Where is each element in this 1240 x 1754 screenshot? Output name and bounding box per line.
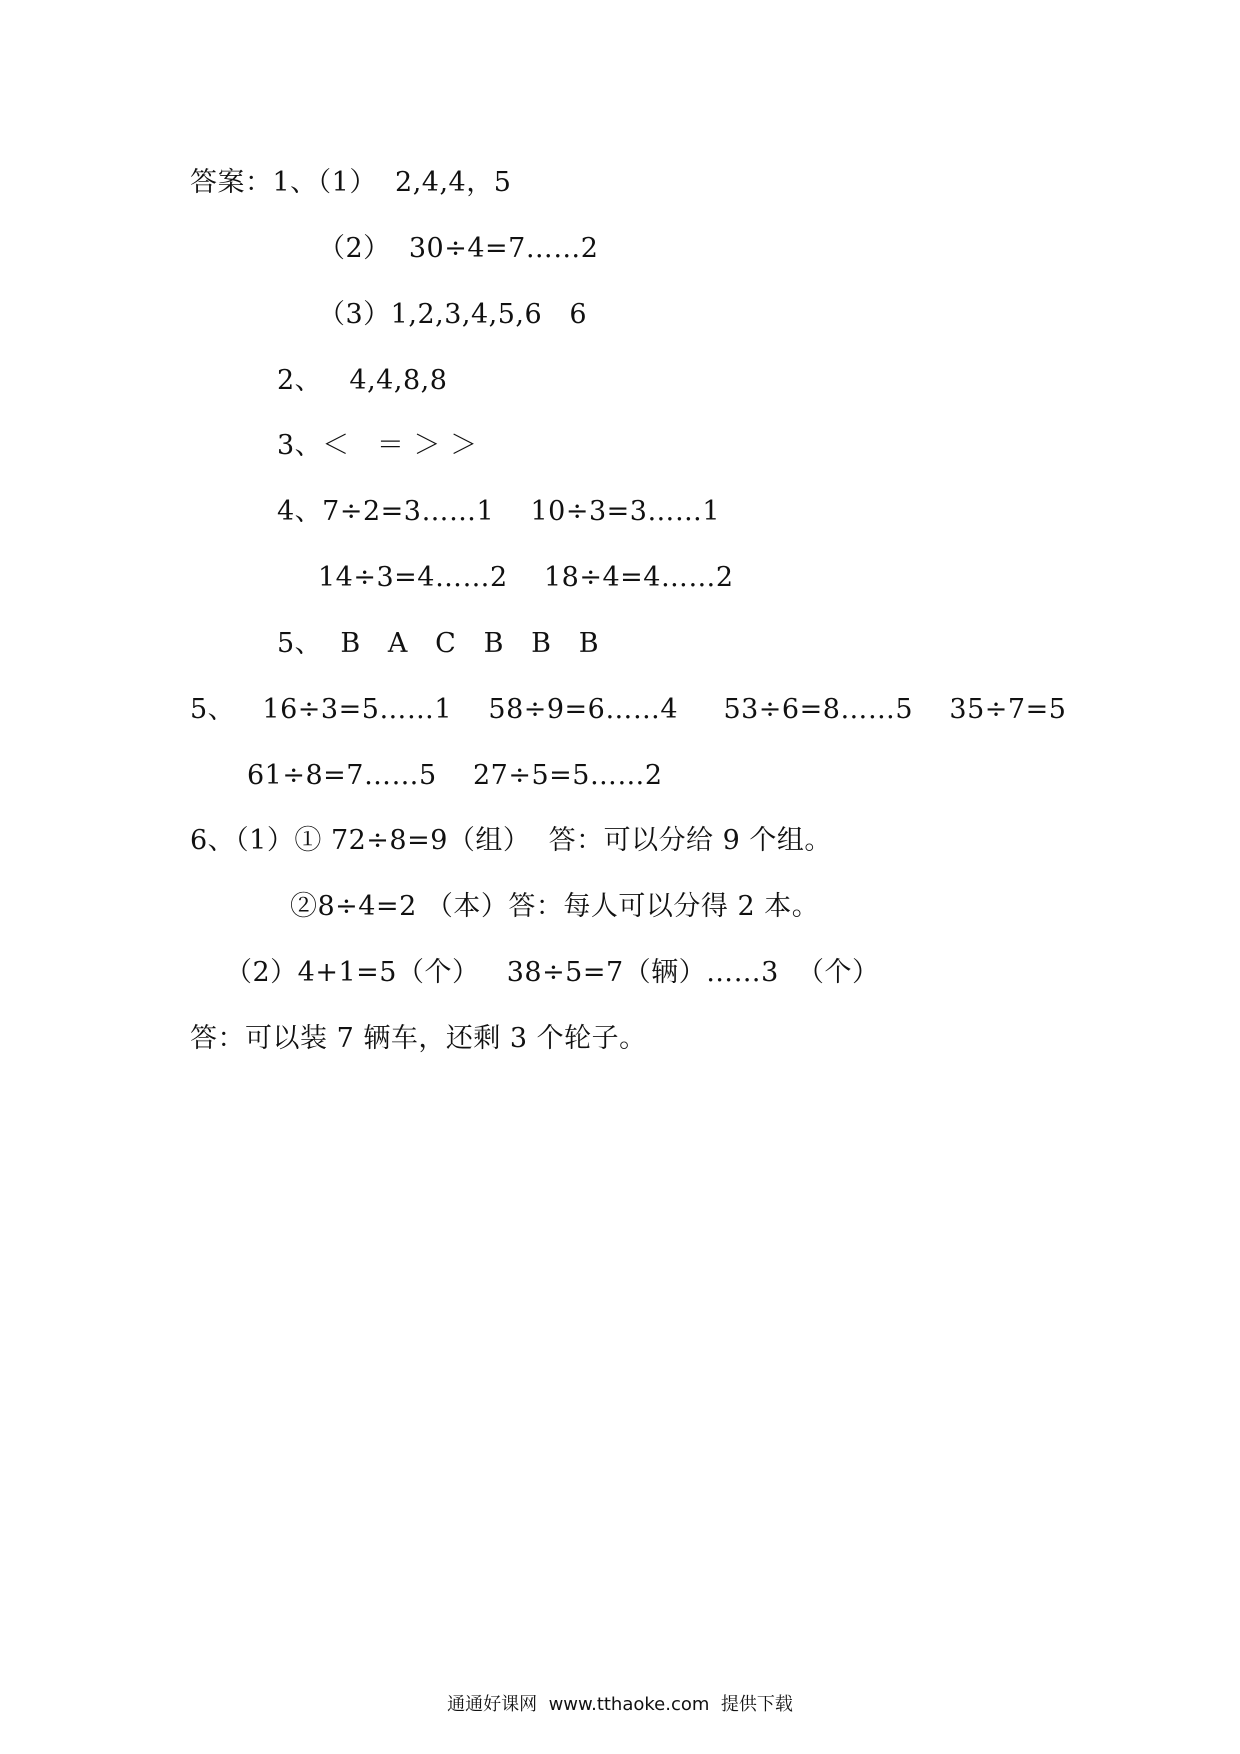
footer-credit: 通通好课网 www.tthaoke.com 提供下载 xyxy=(447,1694,793,1715)
answer-line-6: 4、7÷2=3……1 10÷3=3……1 xyxy=(277,496,721,527)
answer-line-3: （3）1,2,3,4,5,6 6 xyxy=(318,299,588,330)
answer-line-4: 2、 4,4,8,8 xyxy=(277,365,448,396)
answer-line-11: 6、（1）① 72÷8=9（组） 答：可以分给 9 个组。 xyxy=(190,825,832,856)
answer-line-5: 3、＜ ＝ ＞ ＞ xyxy=(277,430,478,461)
answer-line-13: （2）4+1=5（个） 38÷5=7（辆）……3 （个） xyxy=(225,957,880,988)
answer-line-10: 61÷8=7……5 27÷5=5……2 xyxy=(247,760,663,791)
answer-line-8: 5、 B A C B B B xyxy=(277,628,600,659)
answer-line-1: 答案：1、（1） 2,4,4，5 xyxy=(190,167,512,198)
answer-line-9: 5、 16÷3=5……1 58÷9=6……4 53÷6=8……5 35÷7=5 xyxy=(190,694,1067,725)
answer-line-2: （2） 30÷4=7……2 xyxy=(318,233,599,264)
answer-line-14: 答：可以装 7 辆车，还剩 3 个轮子。 xyxy=(190,1023,647,1054)
answer-line-12: ②8÷4=2 （本）答：每人可以分得 2 本。 xyxy=(290,891,820,922)
answer-line-7: 14÷3=4……2 18÷4=4……2 xyxy=(318,562,734,593)
